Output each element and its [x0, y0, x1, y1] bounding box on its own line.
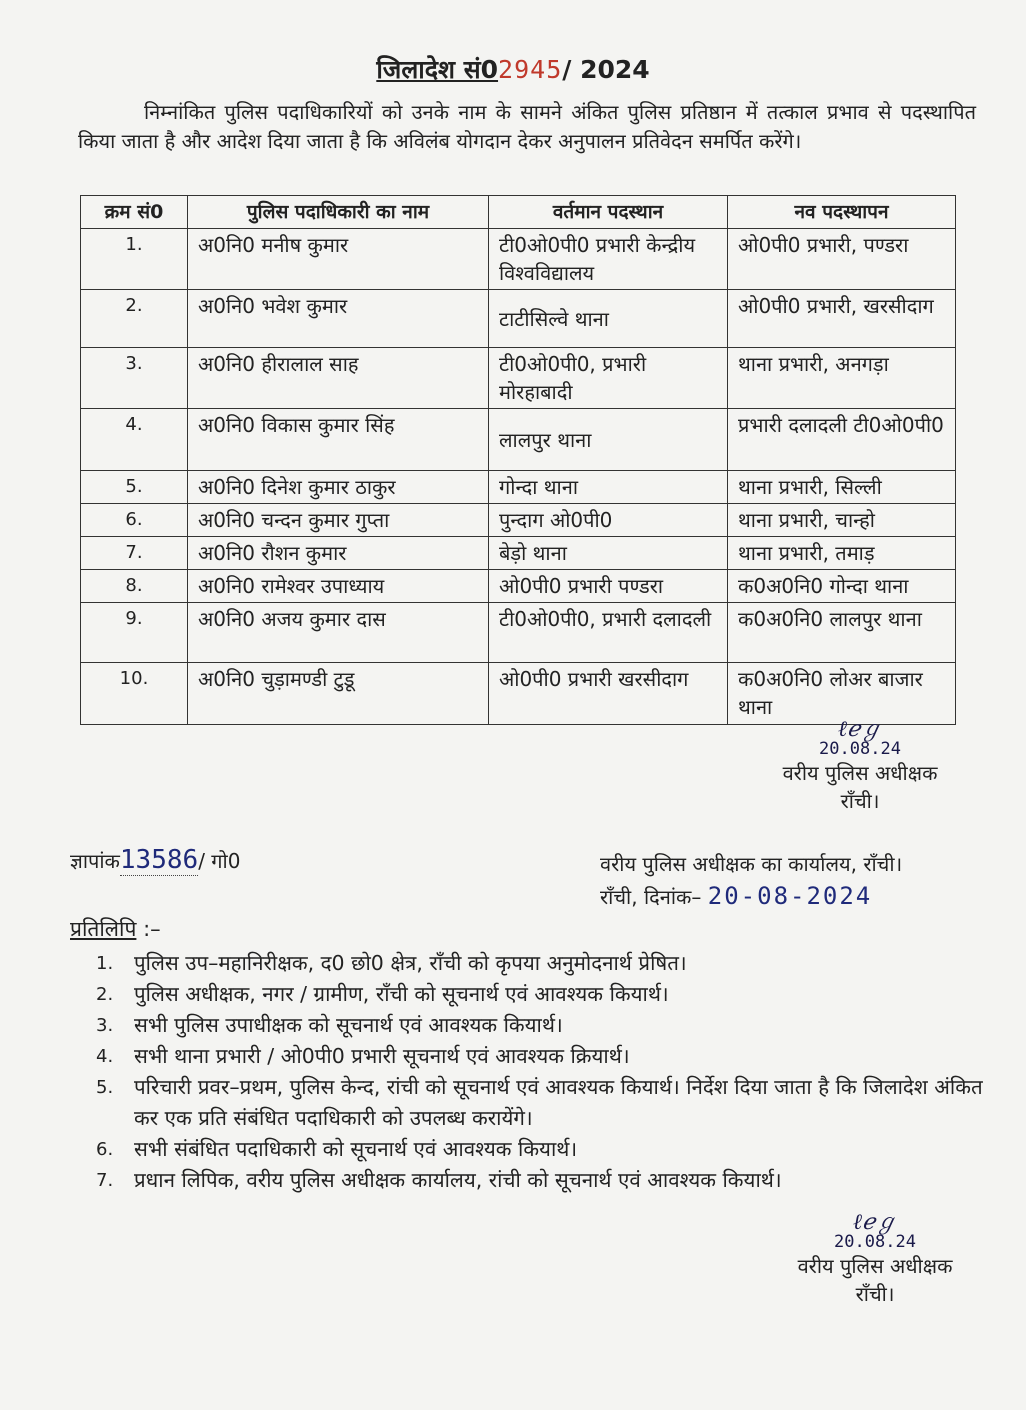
cell-name: अ0नि0 चुड़ामण्डी टुडू [188, 663, 489, 725]
cell-name: अ0नि0 चन्दन कुमार गुप्ता [188, 504, 489, 537]
list-item-text: प्रधान लिपिक, वरीय पुलिस अधीक्षक कार्यालय, रांची को सूचनार्थ एवं आवश्यक कियार्थ। [134, 1168, 782, 1192]
cell-new-post: थाना प्रभारी, चान्हो [728, 504, 956, 537]
list-item-number: 4. [96, 1046, 114, 1067]
cell-new-post: ओ0पी0 प्रभारी, पण्डरा [728, 229, 956, 290]
signatory-title: वरीय पुलिस अधीक्षक [782, 761, 938, 785]
list-item-number: 6. [96, 1139, 114, 1160]
copies-heading-label: प्रतिलिपि [70, 917, 137, 941]
list-item [96, 1041, 1010, 1072]
cell-serial: 5. [81, 471, 188, 504]
list-item [96, 979, 1010, 1010]
header-current-post: वर्तमान पदस्थान [489, 196, 728, 229]
table-header-row [81, 196, 956, 229]
memo-date: 20-08-2024 [707, 882, 873, 910]
list-item-number: 2. [96, 984, 114, 1005]
header-name: पुलिस पदाधिकारी का नाम [188, 196, 489, 229]
signatory-place: राँची। [855, 1282, 895, 1306]
cell-serial: 4. [81, 409, 188, 471]
order-year: / 2024 [562, 55, 650, 84]
table-row [81, 504, 956, 537]
cell-new-post: प्रभारी दलादली टी0ओ0पी0 [728, 409, 956, 471]
cell-current-post: बेड़ो थाना [489, 537, 728, 570]
cell-current-post: टी0ओ0पी0, प्रभारी दलादली [489, 603, 728, 663]
list-item-number: 7. [96, 1170, 114, 1191]
list-item-text: सभी संबंधित पदाधिकारी को सूचनार्थ एवं आवश्यक कियार्थ। [134, 1137, 578, 1161]
cell-new-post: थाना प्रभारी, अनगड़ा [728, 348, 956, 409]
list-item-text: सभी थाना प्रभारी / ओ0पी0 प्रभारी सूचनार्थ एवं आवश्यक क्रियार्थ। [134, 1044, 630, 1068]
signature-date: 20.08.24 [819, 739, 901, 759]
signature-mark: ℓℯℊ [837, 717, 883, 742]
cell-name: अ0नि0 अजय कुमार दास [188, 603, 489, 663]
table-row [81, 471, 956, 504]
cell-current-post: गोन्दा थाना [489, 471, 728, 504]
order-number: 2945 [498, 55, 563, 84]
list-item-number: 5. [96, 1077, 114, 1098]
memo-number-line [70, 845, 240, 875]
copies-heading-suffix: :– [143, 917, 161, 941]
cell-new-post: क0अ0नि0 लालपुर थाना [728, 603, 956, 663]
list-item-number: 1. [96, 953, 114, 974]
cell-serial: 1. [81, 229, 188, 290]
table-row [81, 570, 956, 603]
office-date-block [600, 848, 902, 913]
table-row [81, 290, 956, 348]
posting-table [80, 195, 956, 725]
cell-name: अ0नि0 भवेश कुमार [188, 290, 489, 348]
list-item [96, 948, 1010, 979]
list-item [96, 1134, 1010, 1165]
memo-suffix: / गो0 [198, 849, 241, 873]
cell-serial: 10. [81, 663, 188, 725]
cell-name: अ0नि0 हीरालाल साह [188, 348, 489, 409]
cell-new-post: क0अ0नि0 गोन्दा थाना [728, 570, 956, 603]
date-label: राँची, दिनांक– [600, 885, 702, 909]
list-item-number: 3. [96, 1015, 114, 1036]
cell-name: अ0नि0 रामेश्वर उपाध्याय [188, 570, 489, 603]
table-row [81, 603, 956, 663]
table-row [81, 537, 956, 570]
list-item-text: पुलिस उप–महानिरीक्षक, द0 छो0 क्षेत्र, राँची को कृपया अनुमोदनार्थ प्रेषित। [134, 951, 687, 975]
cell-new-post: क0अ0नि0 लोअर बाजार थाना [728, 663, 956, 725]
cell-new-post: थाना प्रभारी, सिल्ली [728, 471, 956, 504]
list-item [96, 1072, 1010, 1134]
signatory-title: वरीय पुलिस अधीक्षक [797, 1254, 953, 1278]
list-item-text: सभी पुलिस उपाधीक्षक को सूचनार्थ एवं आवश्यक कियार्थ। [134, 1013, 563, 1037]
office-name: वरीय पुलिस अधीक्षक का कार्यालय, राँची। [600, 852, 903, 876]
list-item-text: परिचारी प्रवर–प्रथम, पुलिस केन्द, रांची को सूचनार्थ एवं आवश्यक कियार्थ। निर्देश दिया जाता है कि जिलादेश अंकित कर एक प्रति संबंधित पदाधिकारी को उपलब्ध करायेंगे। [134, 1075, 983, 1130]
order-title [0, 52, 1026, 86]
cell-serial: 3. [81, 348, 188, 409]
list-item [96, 1010, 1010, 1041]
table-row [81, 348, 956, 409]
memo-number: 13586 [119, 845, 199, 875]
cell-name: अ0नि0 विकास कुमार सिंह [188, 409, 489, 471]
cell-serial: 6. [81, 504, 188, 537]
list-item [96, 1165, 1010, 1196]
cell-current-post: ओ0पी0 प्रभारी खरसीदाग [489, 663, 728, 725]
list-item-text: पुलिस अधीक्षक, नगर / ग्रामीण, राँची को सूचनार्थ एवं आवश्यक कियार्थ। [134, 982, 669, 1006]
cell-current-post: टी0ओ0पी0, प्रभारी मोरहाबादी [489, 348, 728, 409]
cell-current-post: ओ0पी0 प्रभारी पण्डरा [489, 570, 728, 603]
signature-block-1 [740, 712, 980, 815]
cell-current-post: टी0ओ0पी0 प्रभारी केन्द्रीय विश्वविद्यालय [489, 229, 728, 290]
table-row [81, 229, 956, 290]
order-label: जिलादेश सं0 [376, 55, 499, 84]
intro-paragraph: निम्नांकित पुलिस पदाधिकारियों को उनके नाम के सामने अंकित पुलिस प्रतिष्ठान में तत्काल प्रभाव से पदस्थापित किया जाता है और आदेश दिया जाता है कि अविलंब योगदान देकर अनुपालन प्रतिवेदन समर्पित करेंगे। [78, 100, 976, 153]
cell-current-post: टाटीसिल्वे थाना [489, 290, 728, 348]
cell-new-post: ओ0पी0 प्रभारी, खरसीदाग [728, 290, 956, 348]
header-serial: क्रम सं0 [81, 196, 188, 229]
copies-list [96, 948, 1010, 1196]
signature-block-2 [760, 1205, 990, 1308]
header-new-post: नव पदस्थापन [728, 196, 956, 229]
cell-serial: 2. [81, 290, 188, 348]
memo-label: ज्ञापांक [70, 849, 120, 873]
cell-serial: 8. [81, 570, 188, 603]
cell-name: अ0नि0 दिनेश कुमार ठाकुर [188, 471, 489, 504]
cell-new-post: थाना प्रभारी, तमाड़ [728, 537, 956, 570]
table-row [81, 409, 956, 471]
cell-current-post: लालपुर थाना [489, 409, 728, 471]
cell-current-post: पुन्दाग ओ0पी0 [489, 504, 728, 537]
cell-name: अ0नि0 मनीष कुमार [188, 229, 489, 290]
signature-mark: ℓℯℊ [852, 1210, 898, 1235]
signatory-place: राँची। [840, 789, 880, 813]
copies-heading [70, 915, 161, 943]
cell-serial: 9. [81, 603, 188, 663]
cell-name: अ0नि0 रौशन कुमार [188, 537, 489, 570]
cell-serial: 7. [81, 537, 188, 570]
signature-date: 20.08.24 [834, 1232, 916, 1252]
